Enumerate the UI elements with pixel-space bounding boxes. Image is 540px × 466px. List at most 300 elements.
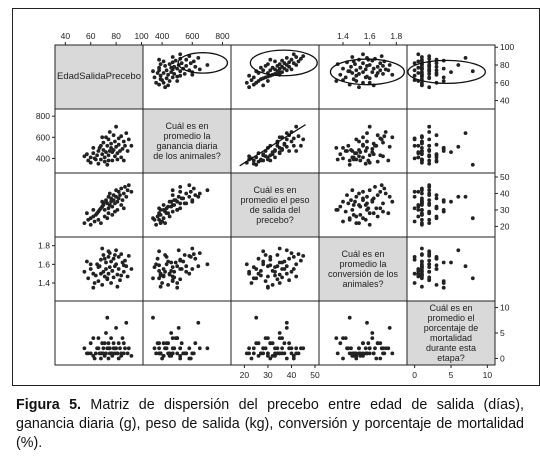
point-r2-c3-51 <box>366 206 370 210</box>
point-r2-c0-41 <box>93 220 97 224</box>
point-r3-c2-53 <box>261 249 265 253</box>
figure-caption <box>16 396 524 453</box>
point-r1-c2-33 <box>280 147 284 151</box>
point-r3-c2-48 <box>261 260 265 264</box>
point-r0-c3-21 <box>372 67 376 71</box>
point-r4-c2-43 <box>247 352 251 356</box>
tick-label-4-1-right: 5 <box>500 328 505 338</box>
point-r0-c3-13 <box>370 70 374 74</box>
point-r2-c4-54 <box>420 208 424 212</box>
point-r2-c4-1 <box>420 218 424 222</box>
point-r1-c4-8 <box>413 144 417 148</box>
highlight-ellipse-3 <box>330 59 404 85</box>
point-r0-c3-14 <box>361 70 365 74</box>
point-r4-c1-47 <box>163 346 167 350</box>
point-r2-c3-52 <box>390 200 394 204</box>
point-r2-c4-44 <box>435 215 439 219</box>
point-r3-c4-20 <box>442 281 446 285</box>
point-r2-c1-16 <box>165 206 169 210</box>
point-r4-c1-52 <box>190 352 194 356</box>
point-r3-c1-54 <box>159 285 163 289</box>
point-r1-c2-29 <box>292 137 296 141</box>
point-r4-c2-44 <box>257 341 261 345</box>
point-r3-c1-15 <box>178 277 182 281</box>
point-r4-c0-48 <box>85 352 89 356</box>
point-r3-c0-24 <box>112 276 116 280</box>
point-r2-c3-35 <box>373 185 377 189</box>
point-r1-c0-34 <box>122 140 126 144</box>
point-r1-c3-47 <box>381 154 385 158</box>
point-r1-c0-30 <box>117 143 121 147</box>
point-r4-c0-38 <box>127 346 131 350</box>
point-r1-c0-46 <box>110 159 114 163</box>
point-r3-c0-20 <box>109 281 113 285</box>
point-r2-c0-35 <box>123 185 127 189</box>
point-r3-c2-11 <box>276 253 280 257</box>
point-r3-c0-39 <box>130 267 134 271</box>
point-r3-c1-46 <box>157 269 161 273</box>
point-r1-c2-48 <box>261 152 265 156</box>
point-r0-c2-39 <box>292 52 296 56</box>
point-r2-c4-45 <box>471 216 475 220</box>
point-r3-c1-23 <box>193 257 197 261</box>
point-r3-c0-48 <box>85 260 89 264</box>
point-r0-c4-30 <box>435 61 439 65</box>
point-r4-c3-52 <box>390 352 394 356</box>
point-r0-c3-18 <box>364 68 368 72</box>
point-r1-c2-31 <box>287 149 291 153</box>
point-r3-c2-39 <box>292 267 296 271</box>
point-r1-c0-44 <box>103 160 107 164</box>
point-r0-c1-49 <box>175 79 179 83</box>
point-r2-c0-16 <box>107 206 111 210</box>
point-r2-c1-37 <box>171 188 175 192</box>
point-r4-c0-36 <box>124 321 128 325</box>
point-r1-c3-48 <box>372 152 376 156</box>
point-r0-c1-50 <box>162 60 166 64</box>
point-r3-c2-41 <box>250 281 254 285</box>
point-r4-c3-51 <box>366 341 370 345</box>
point-r2-c3-32 <box>382 187 386 191</box>
point-r0-c3-37 <box>350 55 354 59</box>
point-r2-c1-22 <box>169 205 173 209</box>
point-r3-c4-10 <box>427 270 431 274</box>
point-r1-c0-9 <box>100 152 104 156</box>
point-r0-c1-16 <box>165 68 169 72</box>
point-r2-c4-17 <box>413 195 417 199</box>
point-r4-c0-54 <box>116 352 120 356</box>
point-r2-c0-42 <box>97 218 101 222</box>
point-r2-c4-0 <box>427 221 431 225</box>
point-r0-c3-26 <box>388 63 392 67</box>
point-r3-c0-52 <box>100 247 104 251</box>
point-r2-c3-37 <box>350 188 354 192</box>
point-r1-c3-35 <box>373 144 377 148</box>
point-r0-c1-8 <box>178 74 182 78</box>
variable-label-4: Cuál es en promedio el porcentaje de mortalidad durante esta etapa? <box>423 303 479 363</box>
point-r3-c0-43 <box>99 272 103 276</box>
point-r3-c2-32 <box>297 252 301 256</box>
point-r0-c1-39 <box>178 52 182 56</box>
point-r2-c3-22 <box>358 205 362 209</box>
point-r0-c1-12 <box>162 71 166 75</box>
point-r0-c4-36 <box>464 56 468 60</box>
point-r4-c1-45 <box>151 316 155 320</box>
point-r2-c0-32 <box>119 187 123 191</box>
point-r0-c2-51 <box>268 58 272 62</box>
point-r2-c0-43 <box>99 221 103 225</box>
point-r3-c4-33 <box>442 261 446 265</box>
point-r2-c0-39 <box>130 190 134 194</box>
point-r4-c0-31 <box>118 346 122 350</box>
point-r1-c0-51 <box>122 159 126 163</box>
point-r2-c4-8 <box>413 206 417 210</box>
point-r2-c3-8 <box>374 206 378 210</box>
point-r1-c3-22 <box>358 150 362 154</box>
point-r2-c4-51 <box>435 206 439 210</box>
point-r1-c4-19 <box>427 130 431 134</box>
point-r1-c0-45 <box>105 163 109 167</box>
point-r3-c2-33 <box>280 261 284 265</box>
point-r4-c2-42 <box>252 346 256 350</box>
point-r0-c3-0 <box>357 85 361 89</box>
point-r3-c0-6 <box>97 279 101 283</box>
point-r3-c1-19 <box>198 251 202 255</box>
point-r3-c2-15 <box>276 277 280 281</box>
point-r1-c4-26 <box>456 145 460 149</box>
point-r2-c3-54 <box>336 208 340 212</box>
point-r1-c4-45 <box>471 163 475 167</box>
point-r3-c0-38 <box>127 254 131 258</box>
point-r3-c0-14 <box>104 267 108 271</box>
panel-2-0 <box>55 173 143 237</box>
point-r1-c0-13 <box>104 150 108 154</box>
point-r2-c4-48 <box>420 211 424 215</box>
point-r3-c0-35 <box>123 259 127 263</box>
point-r2-c0-22 <box>110 205 114 209</box>
point-r3-c0-53 <box>107 249 111 253</box>
point-r3-c4-45 <box>471 276 475 280</box>
point-r3-c2-36 <box>285 264 289 268</box>
point-r4-c0-14 <box>104 352 108 356</box>
point-r3-c1-37 <box>171 275 175 279</box>
point-r3-c0-31 <box>118 278 122 282</box>
tick-label-2-1-bottom: 30 <box>263 370 273 380</box>
point-r3-c4-46 <box>420 269 424 273</box>
point-r4-c0-41 <box>93 357 97 361</box>
point-r2-c4-36 <box>464 195 468 199</box>
tick-label-2-2-right: 40 <box>500 188 510 199</box>
point-r0-c4-26 <box>456 63 460 67</box>
point-r2-c1-49 <box>175 208 179 212</box>
point-r1-c4-39 <box>416 144 420 148</box>
point-r4-c2-31 <box>287 346 291 350</box>
point-r1-c2-22 <box>271 150 275 154</box>
point-r4-c2-33 <box>280 336 284 340</box>
point-r2-c3-39 <box>361 190 365 194</box>
tick-label-2-3-right: 50 <box>500 172 510 182</box>
point-r3-c4-9 <box>435 283 439 287</box>
point-r0-c4-53 <box>427 68 431 72</box>
point-r0-c1-48 <box>166 84 170 88</box>
point-r2-c3-28 <box>353 200 357 204</box>
panel-4-1 <box>143 301 231 365</box>
point-r0-c2-0 <box>247 85 251 89</box>
point-r2-c0-31 <box>118 193 122 197</box>
point-r1-c4-16 <box>435 153 439 157</box>
point-r2-c4-49 <box>442 208 446 212</box>
point-r3-c4-44 <box>435 257 439 261</box>
caption-text: Matriz de dispersión del precebo entre edad de salida (días), ganancia diaria (g), peso de salida (kg), conversión y porcentaje de mortalidad (%). <box>16 397 524 451</box>
point-r3-c2-6 <box>264 279 268 283</box>
point-r3-c4-50 <box>416 274 420 278</box>
point-r2-c4-13 <box>449 200 453 204</box>
point-r4-c2-36 <box>285 321 289 325</box>
tick-label-0-2-top: 80 <box>111 31 121 41</box>
point-r0-c1-15 <box>178 69 182 73</box>
point-r3-c2-54 <box>266 285 270 289</box>
point-r3-c4-41 <box>413 281 417 285</box>
point-r0-c4-0 <box>427 85 431 89</box>
point-r3-c4-30 <box>435 267 439 271</box>
tick-label-0-1-top: 60 <box>86 31 96 41</box>
point-r2-c4-15 <box>427 202 431 206</box>
point-r2-c0-28 <box>116 200 120 204</box>
point-r1-c2-54 <box>266 158 270 162</box>
point-r0-c3-44 <box>376 71 380 75</box>
point-r0-c1-51 <box>157 58 161 62</box>
point-r0-c4-12 <box>416 71 420 75</box>
point-r0-c2-43 <box>247 74 251 78</box>
point-r2-c4-27 <box>427 188 431 192</box>
point-r3-c4-39 <box>416 267 420 271</box>
point-r1-c3-15 <box>346 144 350 148</box>
point-r1-c3-25 <box>365 140 369 144</box>
point-r0-c3-42 <box>364 76 368 80</box>
point-r3-c1-47 <box>163 253 167 257</box>
point-r2-c1-45 <box>151 216 155 220</box>
point-r2-c1-31 <box>171 193 175 197</box>
point-r1-c0-39 <box>130 144 134 148</box>
point-r1-c2-45 <box>254 163 258 167</box>
point-r4-c2-41 <box>250 357 254 361</box>
point-r0-c1-11 <box>183 72 187 76</box>
point-r3-c4-32 <box>420 252 424 256</box>
point-r3-c0-50 <box>119 274 123 278</box>
point-r1-c3-20 <box>341 146 345 150</box>
tick-label-1-0-top: 400 <box>155 31 170 41</box>
point-r0-c4-23 <box>435 65 439 69</box>
point-r3-c4-51 <box>435 263 439 267</box>
point-r1-c4-52 <box>420 135 424 139</box>
point-r4-c1-31 <box>171 346 175 350</box>
point-r2-c1-48 <box>166 211 170 215</box>
point-r4-c2-39 <box>292 354 296 358</box>
point-r3-c0-34 <box>122 270 126 274</box>
point-r3-c2-25 <box>276 264 280 268</box>
point-r2-c4-29 <box>413 190 417 194</box>
point-r2-c4-12 <box>416 208 420 212</box>
point-r3-c0-54 <box>116 285 120 289</box>
point-r0-c3-29 <box>378 61 382 65</box>
point-r0-c4-46 <box>420 66 424 70</box>
tick-label-0-1-right: 60 <box>500 77 510 88</box>
point-r3-c0-42 <box>97 265 101 269</box>
point-r3-c0-30 <box>117 267 121 271</box>
point-r2-c1-39 <box>178 190 182 194</box>
point-r3-c0-27 <box>114 262 118 266</box>
point-r1-c3-19 <box>384 130 388 134</box>
point-r4-c2-48 <box>261 352 265 356</box>
point-r1-c3-2 <box>361 156 365 160</box>
point-r0-c4-47 <box>427 64 431 68</box>
tick-label-2-1-right: 30 <box>500 204 510 215</box>
point-r0-c1-34 <box>184 58 188 62</box>
point-r0-c4-37 <box>420 55 424 59</box>
point-r4-c3-27 <box>368 346 372 350</box>
point-r4-c2-24 <box>280 346 284 350</box>
point-r4-c1-16 <box>165 341 169 345</box>
point-r3-c1-34 <box>184 270 188 274</box>
point-r4-c0-23 <box>112 341 116 345</box>
point-r1-c3-39 <box>361 144 365 148</box>
point-r1-c3-46 <box>358 159 362 163</box>
point-r3-c1-31 <box>171 278 175 282</box>
point-r3-c1-7 <box>175 264 179 268</box>
point-r0-c3-17 <box>354 68 358 72</box>
point-r0-c3-43 <box>354 74 358 78</box>
point-r1-c2-16 <box>268 153 272 157</box>
point-r3-c0-49 <box>91 286 95 290</box>
point-r1-c3-26 <box>388 145 392 149</box>
point-r0-c1-30 <box>180 61 184 65</box>
point-r2-c0-12 <box>103 208 107 212</box>
point-r3-c1-41 <box>160 281 164 285</box>
point-r4-c2-30 <box>283 341 287 345</box>
point-r1-c3-1 <box>348 159 352 163</box>
point-r1-c2-32 <box>297 134 301 138</box>
point-r1-c2-35 <box>299 144 303 148</box>
point-r3-c2-46 <box>259 269 263 273</box>
point-r4-c1-51 <box>157 341 161 345</box>
point-r3-c1-20 <box>175 281 179 285</box>
point-r1-c0-2 <box>89 156 93 160</box>
point-r2-c0-14 <box>104 198 108 202</box>
point-r3-c1-52 <box>190 247 194 251</box>
point-r4-c1-34 <box>184 352 188 356</box>
tick-label-3-2-top: 1.8 <box>390 31 403 41</box>
point-r0-c2-53 <box>261 68 265 72</box>
point-r0-c3-47 <box>381 64 385 68</box>
point-r4-c0-26 <box>114 326 118 330</box>
point-r3-c0-47 <box>113 253 117 257</box>
tick-label-4-2-bottom: 10 <box>482 370 493 380</box>
point-r4-c1-38 <box>187 346 191 350</box>
point-r1-c2-53 <box>261 159 265 163</box>
point-r3-c1-42 <box>153 265 157 269</box>
point-r0-c4-38 <box>427 54 431 58</box>
point-r4-c3-26 <box>388 326 392 330</box>
point-r4-c1-50 <box>162 354 166 358</box>
point-r3-c1-38 <box>187 254 191 258</box>
point-r2-c3-46 <box>358 213 362 217</box>
tick-label-3-0-left: 1.4 <box>38 278 50 288</box>
point-r2-c3-44 <box>376 215 380 219</box>
point-r1-c3-45 <box>348 163 352 167</box>
point-r2-c4-30 <box>435 197 439 201</box>
point-r1-c3-18 <box>364 149 368 153</box>
point-r3-c0-51 <box>122 263 126 267</box>
point-r0-c2-42 <box>252 76 256 80</box>
point-r0-c1-24 <box>172 65 176 69</box>
variable-label-0: EdadSalidaPrecebo <box>57 71 141 82</box>
point-r3-c2-20 <box>278 281 282 285</box>
point-r2-c3-25 <box>365 202 369 206</box>
point-r4-c0-13 <box>104 331 108 335</box>
point-r2-c4-38 <box>427 183 431 187</box>
point-r0-c1-36 <box>196 56 200 60</box>
point-r2-c4-52 <box>420 200 424 204</box>
point-r3-c1-45 <box>151 276 155 280</box>
point-r4-c0-44 <box>103 341 107 345</box>
point-r0-c4-50 <box>416 60 420 64</box>
point-r3-c1-25 <box>184 264 188 268</box>
point-r0-c1-3 <box>168 79 172 83</box>
point-r2-c4-31 <box>427 193 431 197</box>
point-r3-c4-52 <box>420 247 424 251</box>
point-r0-c3-4 <box>352 77 356 81</box>
point-r4-c0-37 <box>126 352 130 356</box>
point-r3-c2-52 <box>278 247 282 251</box>
tick-label-4-0-bottom: 0 <box>412 370 418 380</box>
point-r1-c3-49 <box>334 146 338 150</box>
point-r1-c0-53 <box>107 159 111 163</box>
point-r1-c0-27 <box>114 125 118 129</box>
point-r0-c1-37 <box>171 55 175 59</box>
point-r4-c1-23 <box>193 341 197 345</box>
point-r0-c2-54 <box>266 62 270 66</box>
point-r1-c0-50 <box>119 156 123 160</box>
point-r2-c3-29 <box>378 190 382 194</box>
point-r1-c4-13 <box>449 150 453 154</box>
point-r2-c3-50 <box>352 203 356 207</box>
point-r0-c4-42 <box>427 76 431 80</box>
point-r1-c0-16 <box>107 153 111 157</box>
point-r0-c3-24 <box>349 65 353 69</box>
point-r4-c0-47 <box>113 346 117 350</box>
point-r1-c0-3 <box>91 151 95 155</box>
point-r2-c4-21 <box>420 197 424 201</box>
point-r1-c0-21 <box>109 142 113 146</box>
point-r4-c0-8 <box>99 357 103 361</box>
point-r0-c2-36 <box>285 56 289 60</box>
point-r3-c1-27 <box>206 262 210 266</box>
point-r0-c1-52 <box>190 73 194 77</box>
point-r1-c4-50 <box>416 156 420 160</box>
point-r2-c0-53 <box>107 211 111 215</box>
point-r1-c0-8 <box>99 144 103 148</box>
point-r4-c3-13 <box>370 331 374 335</box>
point-r4-c0-4 <box>94 352 98 356</box>
point-r3-c4-54 <box>420 285 424 289</box>
point-r2-c3-24 <box>349 198 353 202</box>
point-r0-c4-49 <box>442 79 446 83</box>
point-r2-c4-42 <box>427 218 431 222</box>
tick-label-1-2-top: 800 <box>215 31 230 41</box>
point-r0-c3-39 <box>361 52 365 56</box>
point-r1-c0-42 <box>97 162 101 166</box>
point-r0-c2-40 <box>245 81 249 85</box>
